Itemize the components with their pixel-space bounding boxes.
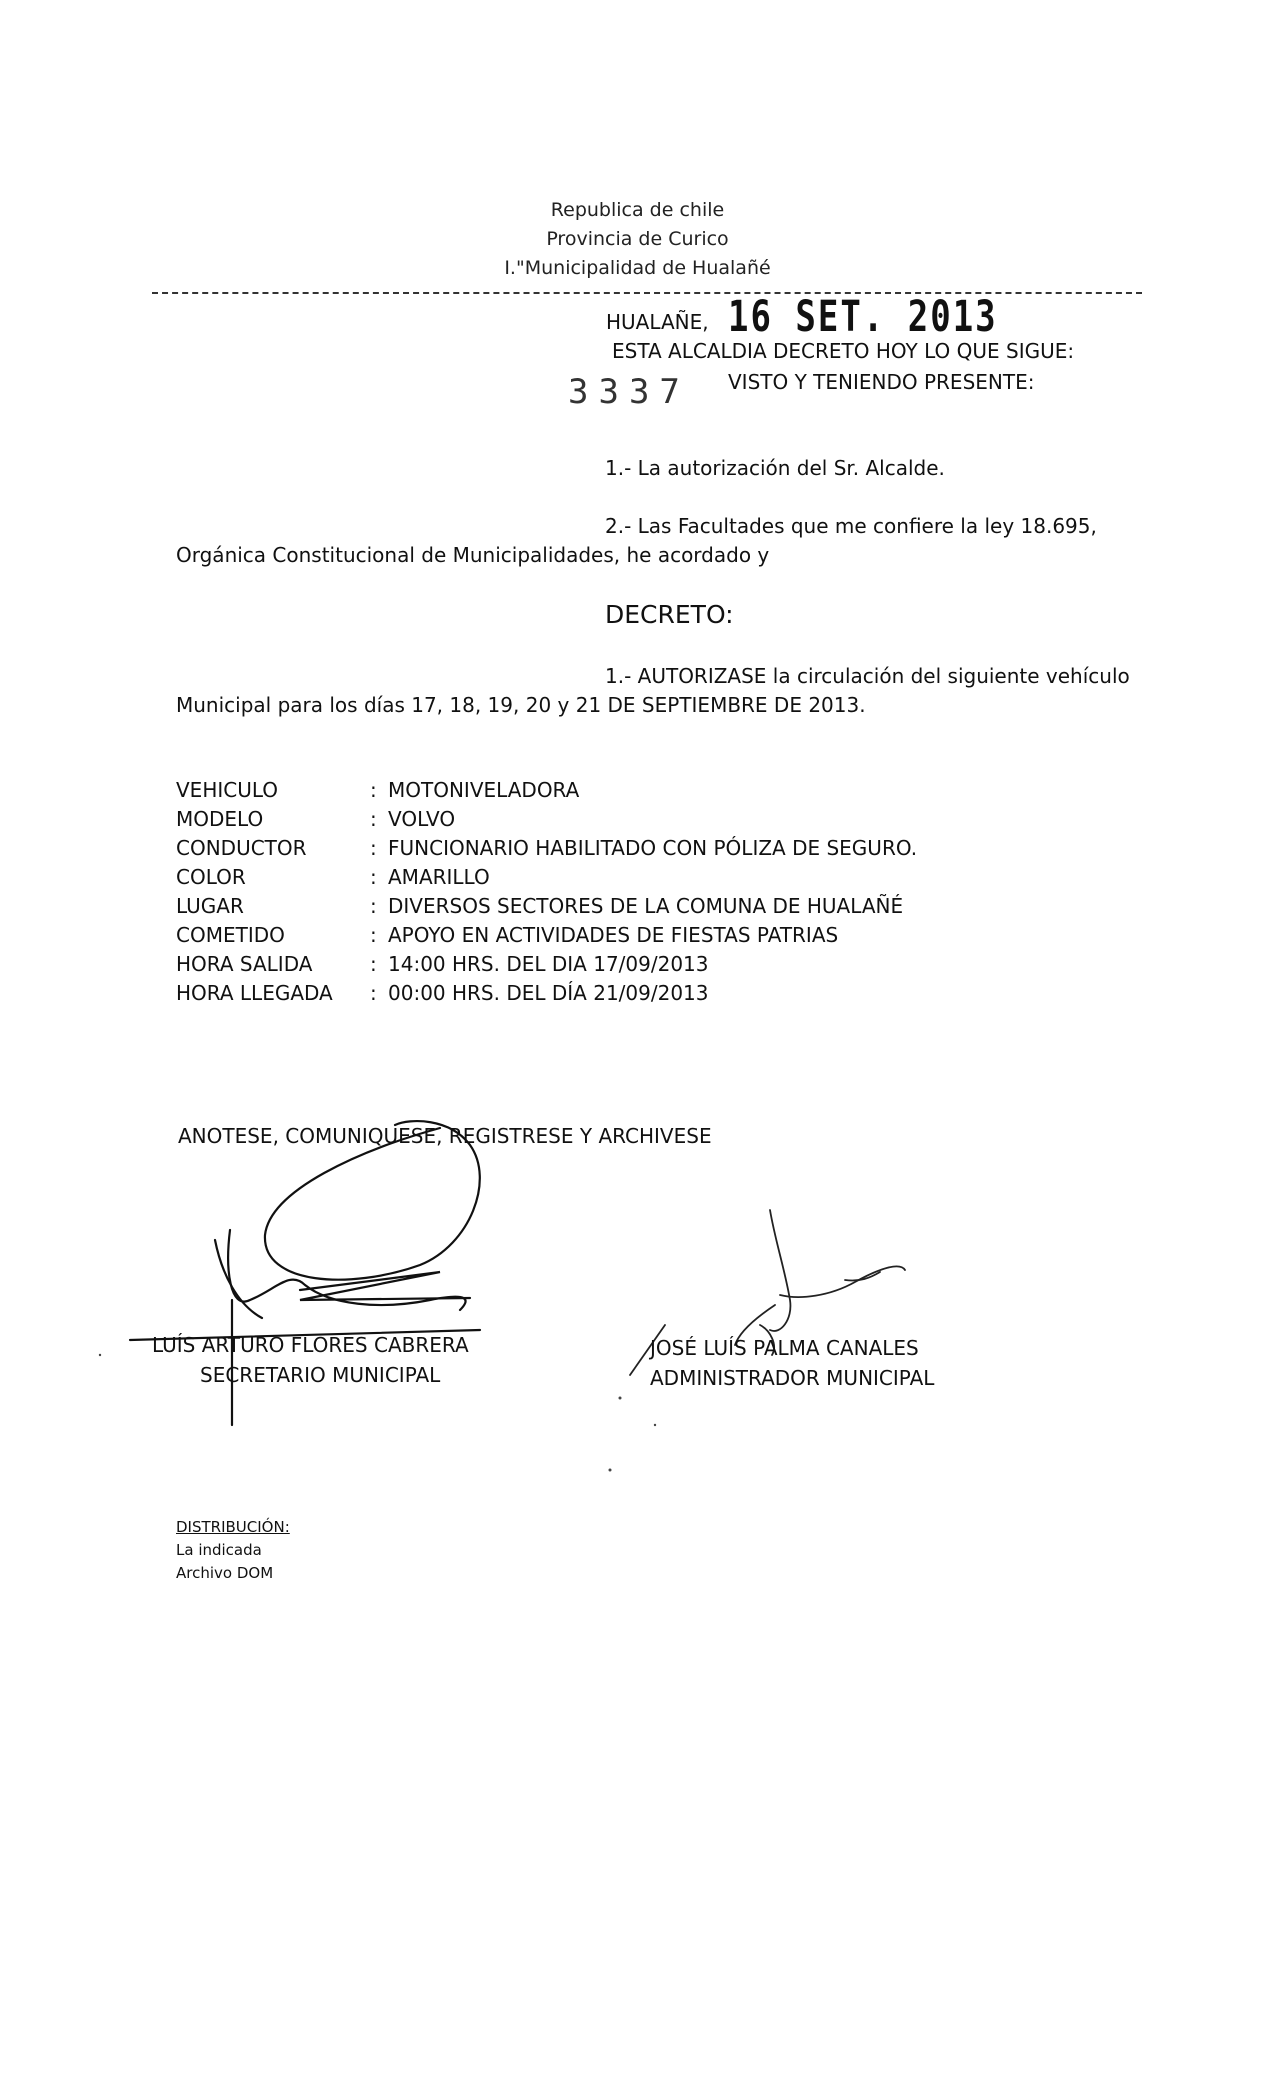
detail-row: MODELO : VOLVO [176, 805, 1076, 834]
detail-label: LUGAR [176, 894, 244, 918]
consideration-1: 1.- La autorización del Sr. Alcalde. [605, 456, 945, 480]
decree-article-1-continued: Municipal para los días 17, 18, 19, 20 y 21 DE SEPTIEMBRE DE 2013. [176, 693, 866, 717]
letterhead-country: Republica de chile [550, 199, 725, 221]
distribution-item: Archivo DOM [176, 1564, 274, 1582]
signatory-name: LUÍS ARTURO FLORES CABRERA [152, 1333, 469, 1357]
letterhead-province: Provincia de Curico [546, 228, 729, 250]
signatory-title: SECRETARIO MUNICIPAL [200, 1363, 441, 1387]
detail-row: VEHICULO : MOTONIVELADORA [176, 776, 1076, 805]
detail-label: CONDUCTOR [176, 836, 307, 860]
date-stamp: 16 SET. 2013 [728, 292, 998, 342]
decree-intro: ESTA ALCALDIA DECRETO HOY LO QUE SIGUE: [612, 339, 1075, 363]
detail-value: MOTONIVELADORA [388, 778, 580, 802]
detail-label: COMETIDO [176, 923, 285, 947]
letterhead-municipality: I."Municipalidad de Hualañé [504, 257, 771, 279]
distribution-item: La indicada [176, 1541, 262, 1559]
closing-formula: ANOTESE, COMUNIQUESE, REGISTRESE Y ARCHIVESE [178, 1124, 712, 1148]
detail-value: APOYO EN ACTIVIDADES DE FIESTAS PATRIAS [388, 923, 839, 947]
detail-value: VOLVO [388, 807, 456, 831]
detail-label: HORA SALIDA [176, 952, 313, 976]
detail-value: AMARILLO [388, 865, 490, 889]
detail-row: CONDUCTOR : FUNCIONARIO HABILITADO CON PÓLIZA DE SEGURO. [176, 834, 1076, 863]
consideration-2: 2.- Las Facultades que me confiere la ley 18.695, [605, 514, 1097, 538]
detail-value: 00:00 HRS. DEL DÍA 21/09/2013 [388, 981, 709, 1005]
signature-block-secretary [152, 1330, 512, 1390]
detail-label: COLOR [176, 865, 246, 889]
distribution-heading: DISTRIBUCIÓN: [176, 1518, 290, 1536]
detail-label: HORA LLEGADA [176, 981, 333, 1005]
detail-value: FUNCIONARIO HABILITADO CON PÓLIZA DE SEGURO. [388, 836, 918, 860]
distribution-list [176, 1516, 290, 1585]
detail-row: HORA LLEGADA : 00:00 HRS. DEL DÍA 21/09/2013 [176, 979, 1076, 1008]
decree-number-stamp: 3337 [568, 372, 690, 412]
consideration-2-continued: Orgánica Constitucional de Municipalidades, he acordado y [176, 543, 770, 567]
detail-value: DIVERSOS SECTORES DE LA COMUNA DE HUALAÑÉ [388, 894, 904, 918]
signatory-title: ADMINISTRADOR MUNICIPAL [650, 1366, 935, 1390]
decree-heading: DECRETO: [605, 600, 734, 629]
detail-value: 14:00 HRS. DEL DIA 17/09/2013 [388, 952, 709, 976]
detail-label: MODELO [176, 807, 264, 831]
detail-row: COLOR : AMARILLO [176, 863, 1076, 892]
signature-block-administrator [650, 1333, 1010, 1393]
detail-row: LUGAR : DIVERSOS SECTORES DE LA COMUNA DE HUALAÑÉ [176, 892, 1076, 921]
visto-heading: VISTO Y TENIENDO PRESENTE: [728, 370, 1035, 394]
detail-label: VEHICULO [176, 778, 279, 802]
signatory-name: JOSÉ LUÍS PALMA CANALES [650, 1336, 919, 1360]
place-name: HUALAÑE, [606, 310, 709, 334]
detail-row: COMETIDO : APOYO EN ACTIVIDADES DE FIESTAS PATRIAS [176, 921, 1076, 950]
detail-row: HORA SALIDA : 14:00 HRS. DEL DIA 17/09/2013 [176, 950, 1076, 979]
decree-article-1: 1.- AUTORIZASE la circulación del siguiente vehículo [605, 664, 1130, 688]
